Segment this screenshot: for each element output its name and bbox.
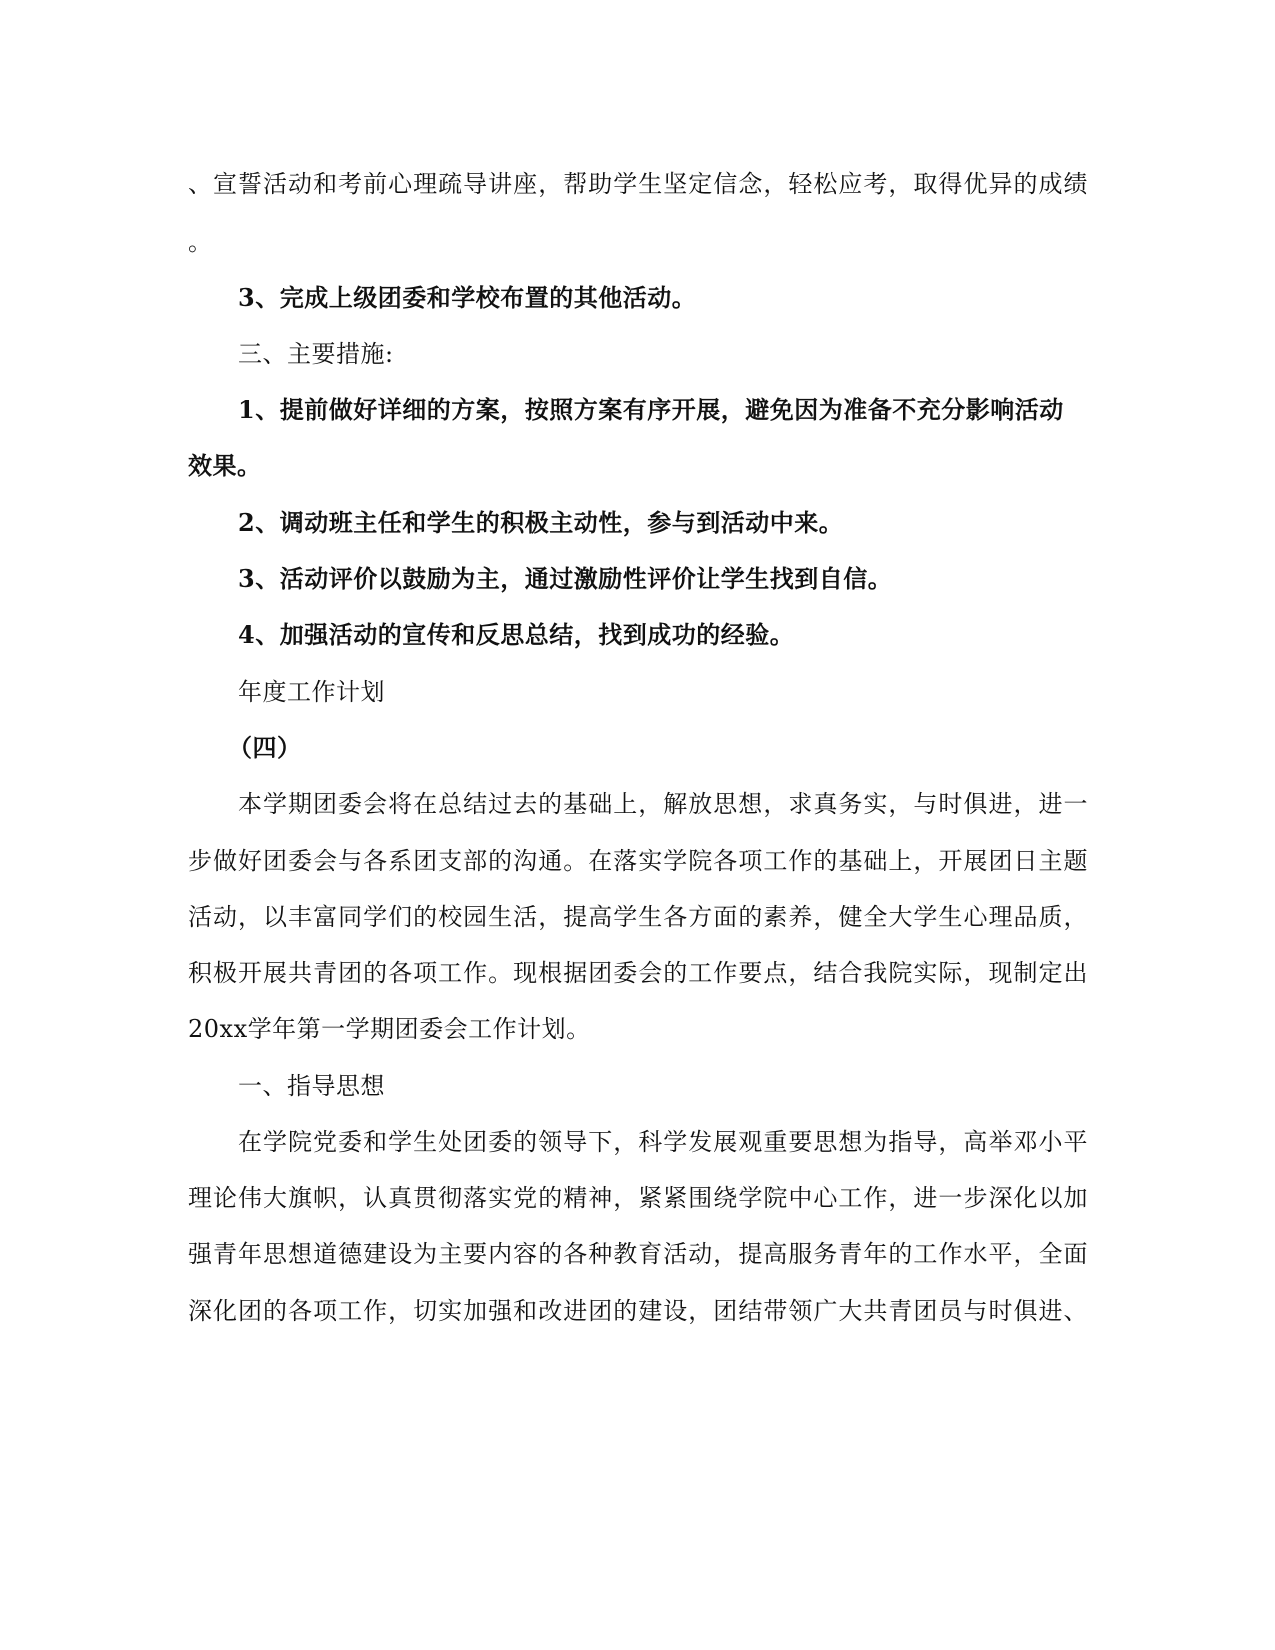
- list-item: 3、活动评价以鼓励为主，通过激励性评价让学生找到自信。: [238, 564, 893, 593]
- paragraph-line: 深化团的各项工作，切实加强和改进团的建设，团结带领广大共青团员与时俱进、: [188, 1297, 1088, 1325]
- paragraph-line: 积极开展共青团的各项工作。现根据团委会的工作要点，结合我院实际，现制定出: [188, 959, 1088, 987]
- text-line: 、宣誓活动和考前心理疏导讲座，帮助学生坚定信念，轻松应考，取得优异的成绩: [188, 170, 1088, 198]
- list-item: 4、加强活动的宣传和反思总结，找到成功的经验。: [238, 620, 795, 649]
- paragraph-line: 活动，以丰富同学们的校园生活，提高学生各方面的素养，健全大学生心理品质，: [188, 903, 1088, 931]
- paragraph-line: 强青年思想道德建设为主要内容的各种教育活动，提高服务青年的工作水平，全面: [188, 1240, 1088, 1268]
- section-title: 年度工作计划: [238, 678, 385, 706]
- section-heading: 三、主要措施:: [238, 340, 394, 368]
- list-item: 3、完成上级团委和学校布置的其他活动。: [238, 283, 697, 312]
- paragraph-line: 理论伟大旗帜，认真贯彻落实党的精神，紧紧围绕学院中心工作，进一步深化以加: [188, 1184, 1088, 1212]
- list-item-continuation: 效果。: [188, 451, 262, 480]
- list-item: 1、提前做好详细的方案，按照方案有序开展，避免因为准备不充分影响活动: [238, 395, 1064, 424]
- paragraph-line: 步做好团委会与各系团支部的沟通。在落实学院各项工作的基础上，开展团日主题: [188, 847, 1088, 875]
- section-heading: 一、指导思想: [238, 1072, 385, 1100]
- paragraph-line: 在学院党委和学生处团委的领导下，科学发展观重要思想为指导，高举邓小平: [238, 1128, 1088, 1156]
- section-number: （四）: [228, 733, 302, 762]
- paragraph-line: 20xx学年第一学期团委会工作计划。: [188, 1015, 591, 1043]
- text-line: 。: [188, 228, 213, 256]
- paragraph-line: 本学期团委会将在总结过去的基础上，解放思想，求真务实，与时俱进，进一: [238, 790, 1088, 818]
- list-item: 2、调动班主任和学生的积极主动性，参与到活动中来。: [238, 508, 844, 537]
